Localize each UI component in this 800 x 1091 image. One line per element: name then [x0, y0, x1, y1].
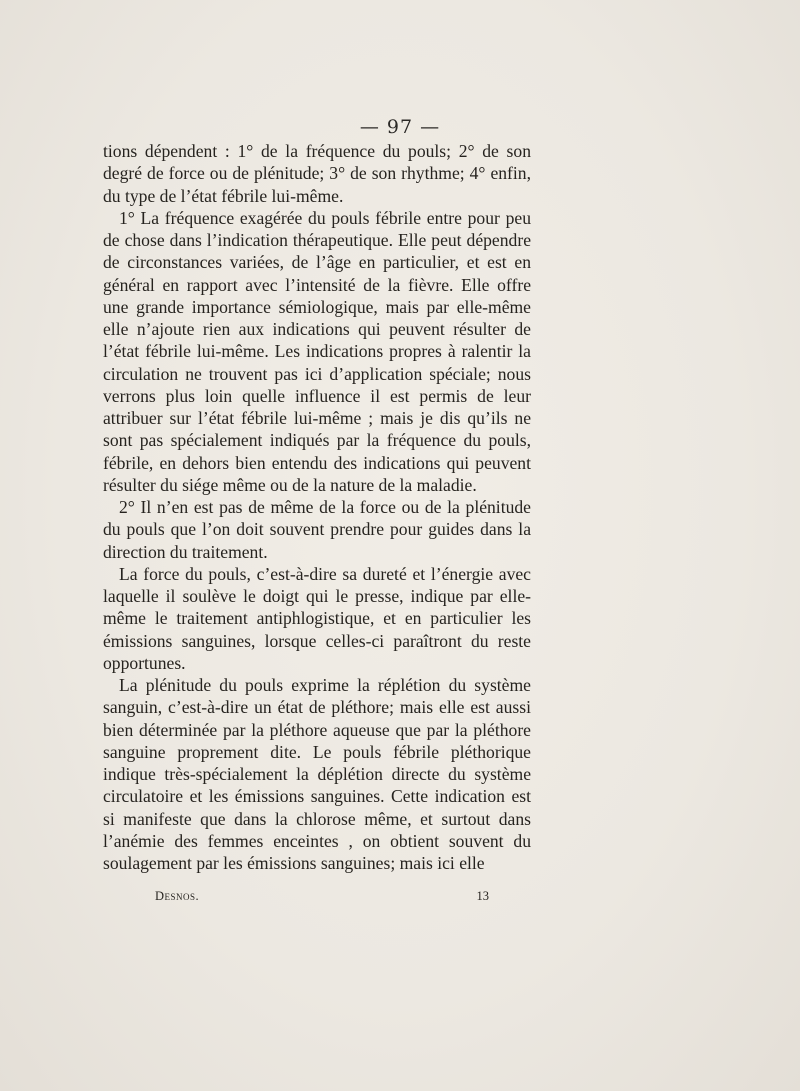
paragraph-pulse-strength: La force du pouls, c’est-à-dire sa dureté et l’énergie avec laquelle il soulève le doigt qui le presse, indique par elle-même le traitement antiphlogistique, et en particulier les émissions sanguines, lorsque celles-ci paraîtront du reste opportunes.: [103, 563, 531, 673]
signature-mark: Desnos.: [155, 889, 200, 903]
paragraph-continuation: tions dépendent : 1° de la fréquence du pouls; 2° de son degré de force ou de plénitude; 3° de son rhythme; 4° enfin, du type de l’état fébrile lui-même.: [103, 141, 531, 206]
page-number: — 97 —: [359, 116, 441, 138]
paragraph-plenitude: La plénitude du pouls exprime la réplétion du système sanguin, c’est-à-dire un état de pléthore; mais elle est aussi bien déterminée par la pléthore aqueuse que par la pléthore sanguine proprement dite. Le pouls fébrile pléthorique indique très-spécialement la déplétion directe du système circulatoire et les émissions sanguines. Cette indication est si manifeste que dans la chlorose même, et surtout dans l’anémie des femmes enceintes , on obtient souvent du soulagement par les émissions sanguines; mais ici elle: [103, 675, 531, 873]
sheet-number: 13: [476, 889, 489, 903]
paragraph-frequency: 1° La fréquence exagérée du pouls fébrile entre pour peu de chose dans l’indication thérapeutique. Elle peut dépendre de circonstances variées, de l’âge en particulier, et est en général en rapport avec l’intensité de la fièvre. Elle offre une grande importance sémiologique, mais par elle-même elle n’ajoute rien aux indications qui peuvent résulter de l’état fébrile lui-même. Les indications propres à ralentir la circulation ne trouvent pas ici d’application spéciale; nous verrons plus loin quelle influence il est permis de leur attribuer sur l’état fébrile lui-même ; mais je dis qu’ils ne sont pas spécialement indiqués par la fréquence du pouls, fébrile, en dehors bien entendu des indications qui peuvent résulter du siége même ou de la nature de la maladie.: [103, 207, 531, 495]
body-text: [103, 140, 531, 874]
paragraph-force: 2° Il n’en est pas de même de la force ou de la plénitude du pouls que l’on doit souvent prendre pour guides dans la direction du traitement.: [103, 497, 531, 562]
